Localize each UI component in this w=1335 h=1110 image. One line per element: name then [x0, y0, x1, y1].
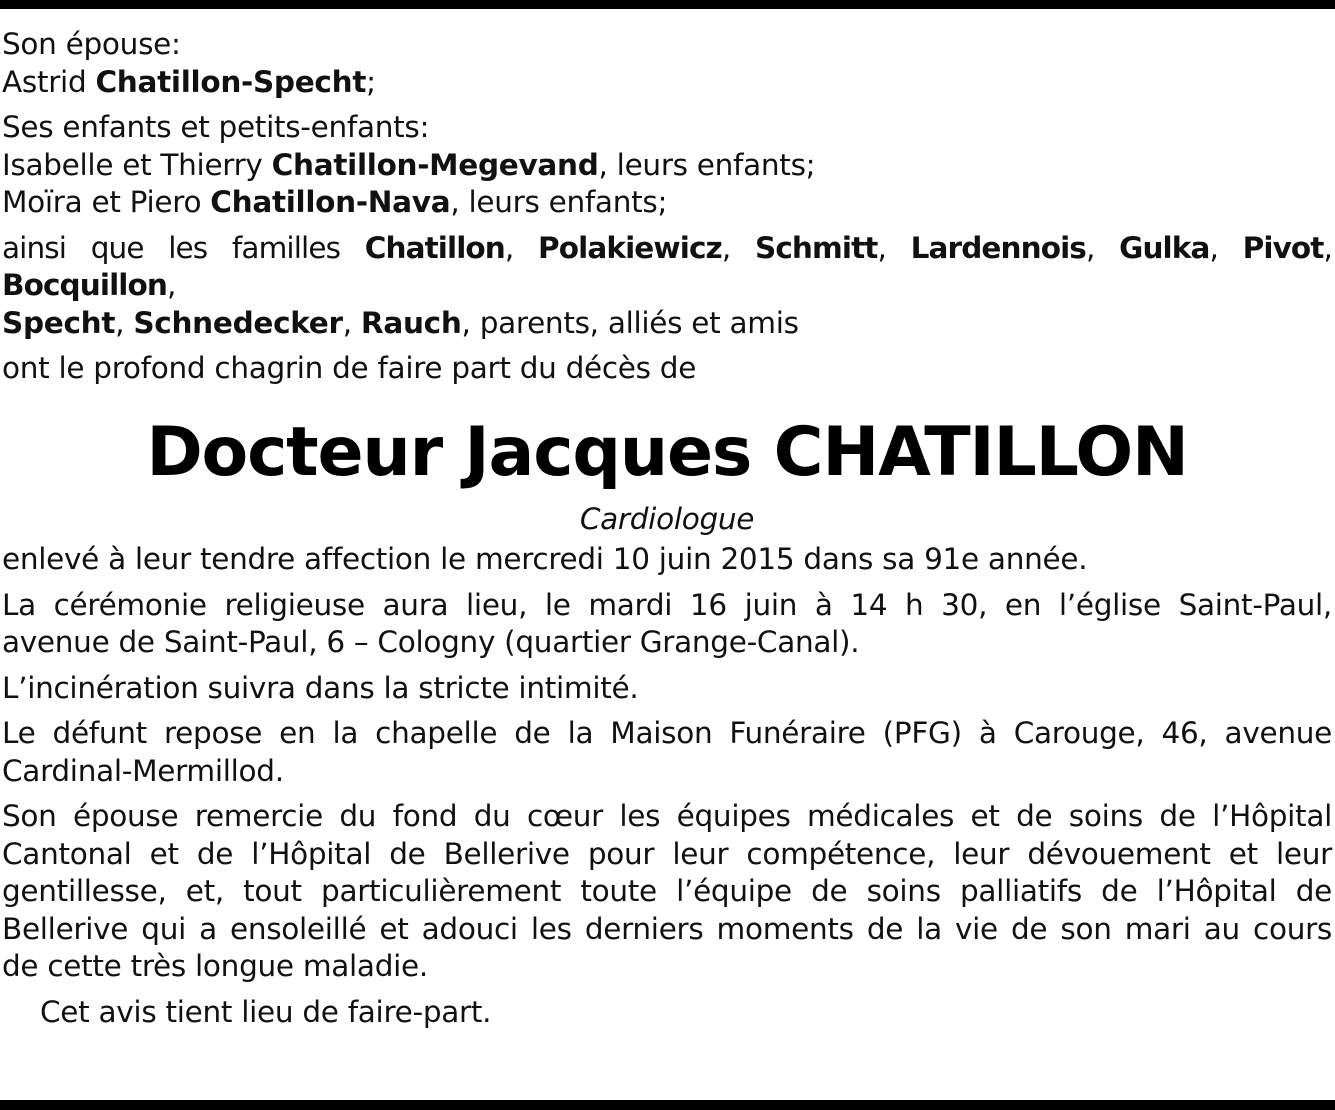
children-line-1-first-names: Isabelle et Thierry — [2, 147, 272, 182]
children-line-2-surname: Chatillon-Nava — [210, 185, 451, 219]
families-outro: , parents, alliés et amis — [461, 305, 799, 340]
families-separator: , — [877, 230, 911, 265]
families-separator: , — [166, 268, 176, 302]
family-name: Chatillon — [364, 230, 505, 265]
thanks-section — [2, 798, 1332, 986]
closing-section — [2, 994, 1332, 1032]
family-name: Schnedecker — [133, 305, 343, 340]
families-separator: , — [1209, 230, 1243, 265]
children-section — [2, 109, 1332, 222]
family-name: Bocquillon — [2, 268, 167, 302]
children-heading: Ses enfants et petits-enfants: — [2, 110, 430, 144]
bottom-rule — [0, 1100, 1335, 1110]
deceased-name: Docteur Jacques CHATILLON — [146, 412, 1188, 492]
repose-line-2: Cardinal-Mermillod. — [2, 753, 284, 788]
incineration-section — [2, 670, 1332, 708]
death-line: enlevé à leur tendre affection le mercredi 10 juin 2015 dans sa 91e année. — [2, 542, 1088, 576]
spouse-heading: Son épouse: — [2, 27, 181, 61]
children-line-2 — [2, 184, 1332, 222]
obituary-notice — [2, 26, 1332, 1039]
families-separator: , — [342, 305, 361, 340]
spouse-line — [2, 64, 1332, 102]
thanks-line-1: Son épouse remercie du fond du cœur les équipes médicales et de soins de l’Hôpital — [2, 799, 1332, 833]
thanks-line-5: de cette très longue maladie. — [2, 949, 428, 983]
spouse-section — [2, 26, 1332, 101]
families-separator: , — [721, 230, 755, 265]
family-name: Specht — [2, 305, 116, 340]
top-rule — [0, 0, 1335, 9]
families-line-1 — [2, 230, 1332, 305]
thanks-line-2: Cantonal et de l’Hôpital de Bellerive pour leur compétence, leur dévouement et leur — [2, 836, 1332, 871]
announcement-section — [2, 350, 1332, 388]
ceremony-section — [2, 587, 1332, 662]
spouse-end: ; — [366, 64, 376, 99]
children-line-1 — [2, 147, 1332, 185]
children-line-2-first-names: Moïra et Piero — [2, 185, 211, 219]
family-name: Schmitt — [754, 230, 878, 265]
closing-text: Cet avis tient lieu de faire-part. — [40, 994, 492, 1029]
children-line-2-suffix: , leurs enfants; — [450, 185, 668, 219]
family-name: Lardennois — [910, 230, 1086, 265]
spouse-surname: Chatillon-Specht — [95, 64, 367, 99]
repose-line-1: Le défunt repose en la chapelle de la Maison Funéraire (PFG) à Carouge, 46, avenue — [2, 716, 1332, 750]
repose-section — [2, 715, 1332, 790]
family-name: Rauch — [360, 305, 462, 340]
family-name: Gulka — [1119, 230, 1210, 265]
thanks-line-4: Bellerive qui a ensoleillé et adouci les derniers moments de la vie de son mari au cours — [2, 911, 1332, 946]
families-separator: , — [1323, 230, 1332, 265]
announcement-text: ont le profond chagrin de faire part du décès de — [2, 351, 697, 385]
families-separator: , — [504, 230, 539, 265]
ceremony-line-1: La cérémonie religieuse aura lieu, le mardi 16 juin à 14 h 30, en l’église Saint-Paul, — [2, 587, 1332, 622]
families-separator: , — [1085, 230, 1120, 265]
families-separator: , — [115, 305, 134, 340]
families-intro: ainsi que les familles — [2, 230, 365, 265]
spouse-first-name: Astrid — [2, 64, 96, 99]
families-section — [2, 230, 1332, 343]
family-name: Polakiewicz — [538, 230, 722, 265]
incineration-text: L’incinération suivra dans la stricte intimité. — [2, 670, 639, 705]
deceased-profession: Cardiologue — [579, 501, 755, 536]
children-line-1-surname: Chatillon-Megevand — [271, 147, 599, 182]
families-line-2 — [2, 305, 1332, 343]
death-section — [2, 541, 1332, 579]
ceremony-line-2: avenue de Saint-Paul, 6 – Cologny (quartier Grange-Canal). — [2, 625, 860, 659]
children-line-1-suffix: , leurs enfants; — [598, 147, 816, 182]
family-name: Pivot — [1242, 230, 1324, 265]
thanks-line-3: gentillesse, et, tout particulièrement toute l’équipe de soins palliatifs de l’Hôpital de — [2, 874, 1332, 908]
